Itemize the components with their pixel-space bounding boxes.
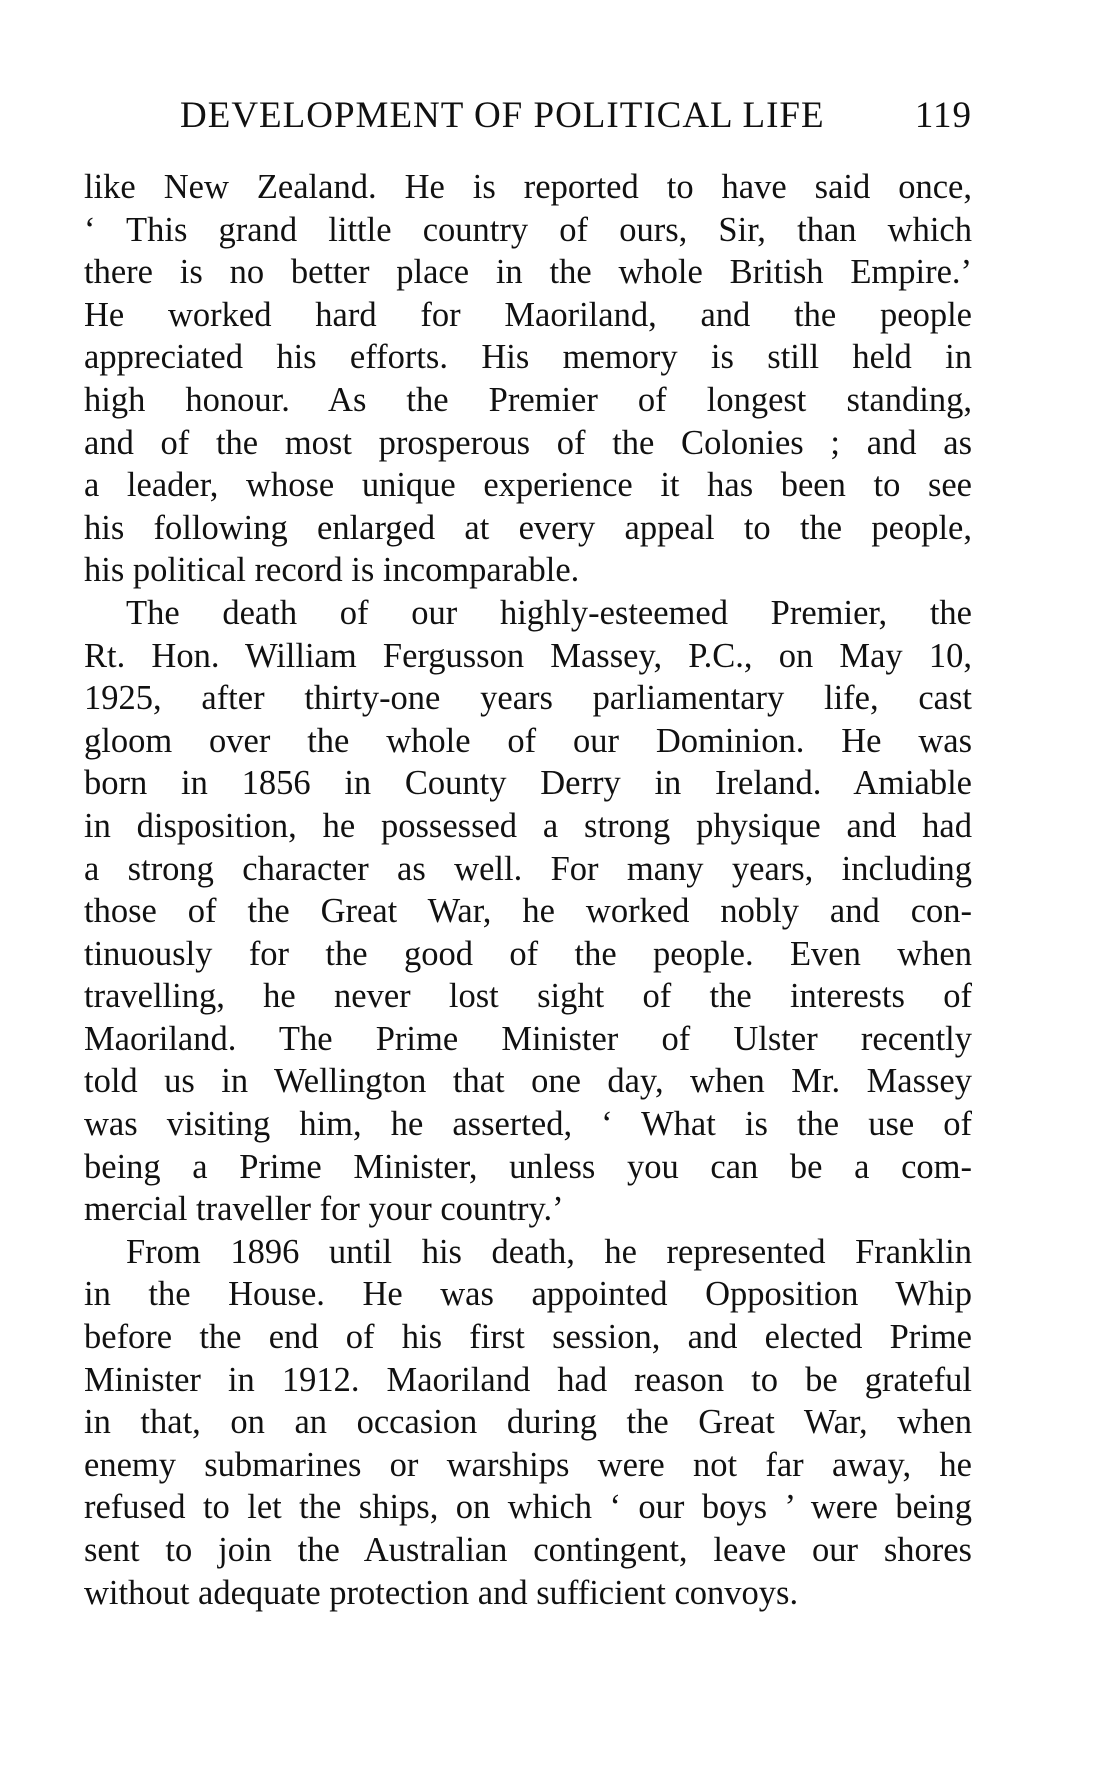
- text-line: 1925, after thirty-one years parliamentary life, cast: [84, 679, 972, 718]
- text-line: He worked hard for Maoriland, and the people: [84, 295, 972, 334]
- text-line: refused to let the ships, on which ‘ our boys ’ were being: [84, 1488, 972, 1527]
- text-line: told us in Wellington that one day, when Mr. Massey: [84, 1062, 972, 1101]
- text-line: a leader, whose unique experience it has been to see: [84, 466, 972, 505]
- text-line: his following enlarged at every appeal to the people,: [84, 508, 972, 547]
- text-line: tinuously for the good of the people. Even when: [84, 934, 972, 973]
- text-line: in that, on an occasion during the Great War, when: [84, 1403, 972, 1442]
- text-line: was visiting him, he asserted, ‘ What is the use of: [84, 1105, 972, 1144]
- text-line: without adequate protection and sufficient convoys.: [84, 1573, 799, 1612]
- text-line: and of the most prosperous of the Colonies ; and as: [84, 423, 972, 462]
- text-line: his political record is incomparable.: [84, 551, 580, 590]
- text-line: appreciated his efforts. His memory is still held in: [84, 338, 972, 377]
- text-line: being a Prime Minister, unless you can be a com-: [84, 1147, 972, 1186]
- running-title: DEVELOPMENT OF POLITICAL LIFE: [180, 95, 825, 136]
- text-line: gloom over the whole of our Dominion. He was: [84, 721, 972, 760]
- text-line: in the House. He was appointed Opposition Whip: [84, 1275, 972, 1314]
- running-head: [180, 94, 972, 142]
- body-text: [84, 166, 972, 1614]
- text-line: those of the Great War, he worked nobly and con-: [84, 892, 972, 931]
- text-line: before the end of his first session, and elected Prime: [84, 1318, 972, 1357]
- text-line: Rt. Hon. William Fergusson Massey, P.C., on May 10,: [84, 636, 972, 675]
- text-line: From 1896 until his death, he represented Franklin: [126, 1232, 972, 1271]
- text-line: in disposition, he possessed a strong physique and had: [84, 806, 972, 845]
- text-line: Maoriland. The Prime Minister of Ulster recently: [84, 1019, 972, 1058]
- text-line: Minister in 1912. Maoriland had reason to be grateful: [84, 1360, 972, 1399]
- text-line: mercial traveller for your country.’: [84, 1190, 564, 1229]
- text-line: a strong character as well. For many years, including: [84, 849, 972, 888]
- text-line: ‘ This grand little country of ours, Sir, than which: [84, 210, 972, 249]
- text-line: there is no better place in the whole British Empire.’: [84, 253, 972, 292]
- text-line: like New Zealand. He is reported to have said once,: [84, 168, 972, 206]
- page-number: 119: [914, 95, 972, 136]
- text-line: high honour. As the Premier of longest standing,: [84, 380, 972, 419]
- text-line: sent to join the Australian contingent, leave our shores: [84, 1531, 972, 1569]
- text-line: born in 1856 in County Derry in Ireland. Amiable: [84, 764, 972, 803]
- text-line: travelling, he never lost sight of the interests of: [84, 977, 972, 1016]
- text-line: The death of our highly-esteemed Premier, the: [126, 593, 972, 632]
- text-line: enemy submarines or warships were not far away, he: [84, 1445, 972, 1484]
